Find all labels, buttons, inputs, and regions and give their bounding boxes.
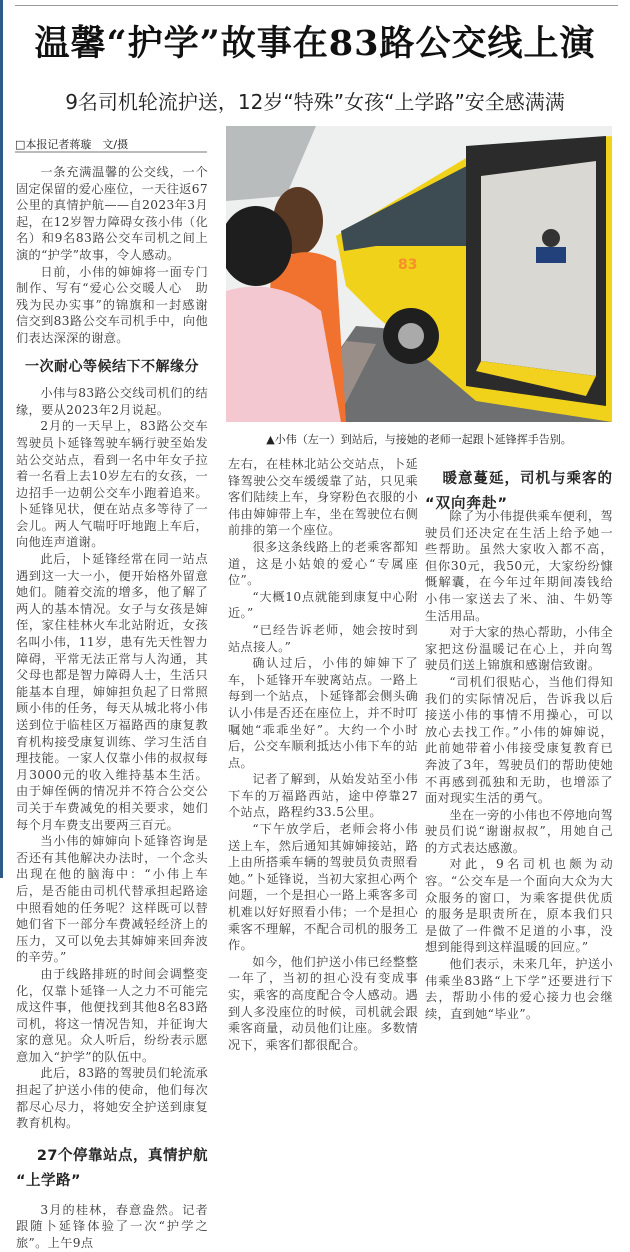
bus-interior [481, 161, 596, 376]
news-photo [226, 126, 612, 422]
column-1 [16, 164, 208, 1252]
section-heading-2-line1: 27个停靠站点，真情护航 [36, 1147, 208, 1164]
paragraph: 除了为小伟提供乘车便利，驾驶员们还决定在生活上给予她一些帮助。虽然大家收入都不高，但你30元，我50元，大家纷纷慷慨解囊，在今年过年期间凑钱给小伟一家送去了米、油、牛奶等生活用品。 [425, 509, 613, 623]
bus-route-number: 83 [398, 257, 418, 273]
paragraph: 日前，小伟的婶婶将一面专门制作、写有“爱心公交暖人心 助残为民办实事”的锦旗和一封感谢信交到83路公交车司机手中，向他们表达深深的谢意。 [16, 264, 208, 345]
headline: 温馨“护学”故事在83路公交线上演 [34, 23, 596, 64]
paragraph: 由于线路排班的时间会调整变化，仅靠卜延锋一人之力不可能完成这件事，他便找到其他8名83路司机，将这一情况告知，并征询大家的意见。众人听后，纷纷表示愿意加入“护学”的队伍中。 [16, 966, 208, 1064]
page-edge-bar [0, 0, 3, 878]
section-heading-3-line2: “双向奔赴” [425, 496, 509, 512]
paragraph: 他们表示，未来几年，护送小伟乘坐83路“上下学”还要进行下去，帮助小伟的爱心接力也会继续，直到她“毕业”。 [425, 957, 613, 1021]
paragraph: 此后，卜延锋经常在同一站点遇到这一大一小，便开始格外留意她们。随着交流的增多，他了解了两人的基本情况。女子与女孩是婶侄，家住桂林火车北站附近，女孩名叫小伟，11岁，患有先天性智力障碍，平常无法正常与人沟通，其父母也都是智力障碍人士，生活只能基本自理，婶婶担负起了日常照顾小伟的任务，每天从城北将小伟送到位于临桂区万福路西的康复教育机构接受康复训练、学习生活自理技能。一家人仅靠小伟的叔叔每月3000元的收入维持基本生活。由于婶侄俩的情况并不符合公交公司关于车费减免的相关要求，她们每个月车费支出要两三百元。 [16, 552, 208, 832]
paragraph: 确认过后，小伟的婶婶下了车，卜延锋开车驶离站点。一路上每到一个站点，卜延锋都会侧头确认小伟是否还在座位上，并不时叮嘱她“乖乖坐好”。大约一个小时后，公交车顺利抵达小伟下车的站点。 [228, 656, 418, 770]
bus-wheel-hub [398, 323, 424, 349]
subheadline: 9名司机轮流护送，12岁“特殊”女孩“上学路”安全感满满 [65, 90, 565, 114]
paragraph: “司机们很贴心，当他们得知我们的实际情况后，告诉我以后接送小伟的事情不用操心，可以放心去找工作。”小伟的婶婶说，此前她带着小伟接受康复教育已奔波了3年，驾驶员们的帮助使她不再感到孤独和无助，也增添了面对现实生活的勇气。 [425, 674, 613, 806]
byline-rule [15, 151, 207, 153]
section-heading-3-line1: 暖意蔓延，司机与乘客的 [442, 471, 613, 487]
section-heading-2-line2: “上学路” [16, 1172, 82, 1189]
paragraph: 坐在一旁的小伟也不停地向驾驶员们说“谢谢叔叔”，用她自己的方式表达感激。 [425, 807, 613, 855]
top-rule [15, 5, 618, 6]
paragraph: 此后，83路的驾驶员们轮流承担起了护送小伟的使命，他们每次都尽心尽力，将她安全护送到康复教育机构。 [16, 1066, 208, 1131]
driver-uniform [536, 247, 566, 263]
driver [542, 229, 560, 247]
paragraph: 当小伟的婶婶向卜延锋咨询是否还有其他解决办法时，一个念头出现在他的脑海中：“小伟上车后，是否能由司机代替承担起路途中照看她的任务呢？这样既可以替她们省下一部分车费减轻经济上的压力，又可以免去其婶婶来回奔波的辛劳。” [16, 834, 208, 965]
paragraph: 小伟与83路公交线司机们的结缘，要从2023年2月说起。 [16, 386, 208, 417]
column-2 [228, 456, 418, 1053]
paragraph: 一条充满温馨的公交线，一个固定保留的爱心座位，一天往返67公里的真情护航——自2023年3月起，在12岁智力障碍女孩小伟（化名）和9名83路公交车司机之间上演的“护学”故事，令人感动。 [16, 165, 208, 262]
photo-caption: ▲小伟（左一）到站后，与接她的老师一起跟卜延锋挥手告别。 [266, 433, 572, 446]
paragraph: 很多这条线路上的老乘客都知道，这是小姑娘的爱心“专属座位”。 [228, 539, 418, 588]
paragraph: 对于大家的热心帮助，小伟全家把这份温暖记在心上，并向驾驶员们送上锦旗和感谢信致谢。 [425, 625, 613, 673]
paragraph: “下午放学后，老师会将小伟送上车，然后通知其婶婶接站，路上由所搭乘车辆的驾驶员负责照看她。”卜延锋说，当初大家担心两个问题，一个是担心一路上乘客多司机难以好好照看小伟；一个是担心乘客不理解，不配合司机的服务工作。 [228, 822, 418, 953]
column-3 [425, 508, 613, 1022]
bus-photo-illustration [226, 126, 612, 422]
paragraph: 2月的一天早上，83路公交车驾驶员卜延锋驾驶车辆行驶至始发站公交站点，看到一名中年女子拉着一名看上去10岁左右的女孩，一边招手一边朝公交车小跑着追来。卜延锋见状，便在站点多等待了一会儿。两人气喘吁吁地跑上车后，向他连声道谢。 [16, 419, 208, 550]
paragraph: 左右，在桂林北站公交站点，卜延锋驾驶公交车缓缓靠了站，只见乘客们陆续上车，身穿粉色衣服的小伟由婶婶带上车，坐在驾驶位右侧前排的第一个座位。 [228, 457, 418, 538]
paragraph: “大概10点就能到康复中心附近。” [228, 589, 418, 621]
paragraph: “已经告诉老师，她会按时到站点接人。” [228, 622, 418, 654]
paragraph: 记者了解到，从始发站至小伟下车的万福路西站，途中停靠27个站点，路程约33.5公里。 [228, 772, 418, 820]
paragraph: 如今，他们护送小伟已经整整一年了，当初的担心没有变成事实，乘客的高度配合令人感动。遇到人多没座位的时候，司机就会跟乘客商量，动员他们让座。多数情况下，乘客们都很配合。 [228, 954, 418, 1052]
paragraph: 3月的桂林，春意盎然。记者跟随卜延锋体验了一次“护学之旅”。上午9点 [16, 1202, 208, 1251]
section-heading-2 [16, 1144, 208, 1194]
paragraph: 对此，9名司机也颇为动容。“公交车是一个面向大众为大众服务的窗口，为乘客提供优质的服务是职责所在，原本我们只是做了一件微不足道的小事，没想到能得到这样温暖的回应。” [425, 857, 613, 955]
byline: □本报记者蒋璇 文/摄 [15, 138, 129, 151]
section-heading-1: 一次耐心等候结下不解缘分 [25, 358, 199, 375]
